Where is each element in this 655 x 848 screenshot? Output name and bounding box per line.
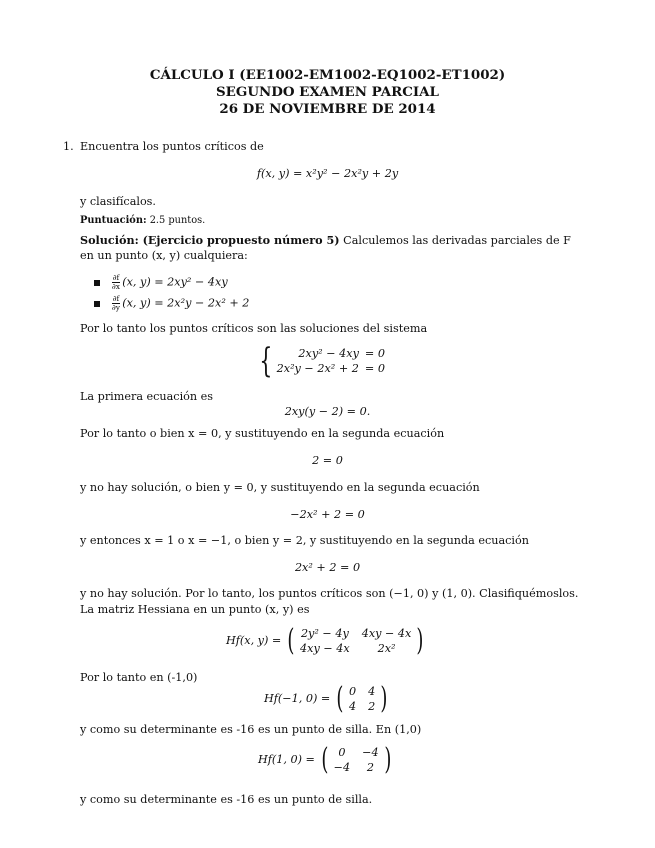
solution-intro	[80, 234, 571, 247]
hessian-m10-entry-21: 4	[349, 700, 357, 713]
hessian-entry-12: 4xy − 4x	[361, 626, 412, 640]
case-x0-text: Por lo tanto o bien x = 0, y sustituyendo en la segunda ecuación	[80, 427, 445, 440]
function-equation: f(x, y) = x²y² − 2x²y + 2y	[256, 167, 399, 180]
hessian-p10-entry-12: −4	[362, 745, 379, 759]
bullet-icon	[94, 280, 100, 286]
score-value: 2.5 puntos.	[146, 215, 206, 226]
left-paren: (	[321, 742, 329, 777]
title-exam: SEGUNDO EXAMEN PARCIAL	[216, 84, 439, 100]
system-eq2-lhs: 2x²y − 2x² + 2	[276, 361, 359, 375]
hessian-p10-entry-11: 0	[338, 745, 346, 759]
bullet-icon	[94, 301, 100, 307]
left-paren: (	[336, 681, 344, 716]
system-eq1-rhs: = 0	[364, 347, 385, 361]
problem-statement: Encuentra los puntos críticos de	[80, 140, 264, 153]
partial-y-fraction: $\frac{\partial f}{\partial y}$	[111, 294, 120, 312]
first-equation: 2xy(y − 2) = 0.	[284, 405, 371, 418]
score-line	[80, 215, 205, 227]
left-paren: (	[287, 623, 295, 658]
right-paren: )	[380, 681, 388, 716]
derivative-x-expression: (x, y) = 2xy² − 4xy	[122, 275, 228, 289]
derivative-y-expression: (x, y) = 2x²y − 2x² + 2	[122, 296, 250, 310]
equation-system	[255, 341, 385, 381]
case-x0-equation: 2 = 0	[312, 454, 343, 467]
solution-intro-text: Calculemos las derivadas parciales de F	[339, 234, 571, 247]
hessian-p10-entry-22: 2	[366, 761, 374, 774]
hessian-p10-label: Hf(1, 0) =	[258, 753, 315, 767]
hessian-m10-label: Hf(−1, 0) =	[264, 692, 331, 706]
classify-text: y clasifícalos.	[80, 195, 156, 208]
case-y0-equation: −2x² + 2 = 0	[290, 508, 365, 521]
system-intro: Por lo tanto los puntos críticos son las soluciones del sistema	[80, 322, 428, 335]
derivative-x-item	[94, 274, 228, 291]
system-eq1-lhs: 2xy² − 4xy	[298, 347, 359, 361]
first-equation-intro: La primera ecuación es	[80, 390, 214, 403]
hessian-general	[226, 623, 426, 658]
title-date: 26 DE NOVIEMBRE DE 2014	[219, 101, 436, 117]
case-y0-text: y no hay solución, o bien y = 0, y sustituyendo en la segunda ecuación	[80, 481, 480, 494]
hessian-at-minus-one	[264, 681, 390, 716]
determinant-text-1: y como su determinante es -16 es un punto de silla. En (1,0)	[80, 723, 422, 736]
left-brace: {	[259, 341, 273, 381]
right-paren: )	[416, 623, 424, 658]
determinant-text-2: y como su determinante es -16 es un punto de silla.	[80, 793, 373, 806]
hessian-m10-entry-11: 0	[349, 684, 357, 698]
hessian-p10-entry-21: −4	[333, 761, 351, 774]
problem-number: 1.	[63, 140, 74, 153]
solution-label: Solución: (Ejercicio propuesto número 5)	[80, 233, 340, 247]
right-paren: )	[383, 742, 391, 777]
hessian-intro: La matriz Hessiana en un punto (x, y) es	[80, 603, 310, 616]
hessian-at-one	[258, 742, 393, 777]
hessian-general-label: Hf(x, y) =	[226, 634, 282, 648]
title-course: CÁLCULO I (EE1002-EM1002-EQ1002-ET1002)	[149, 67, 506, 83]
score-label: Puntuación:	[80, 215, 147, 226]
system-eq2-rhs: = 0	[364, 361, 385, 375]
evaluate-at-minus-one: Por lo tanto en (-1,0)	[80, 671, 198, 684]
derivative-y-item	[94, 295, 249, 312]
hessian-m10-entry-22: 2	[368, 700, 376, 713]
hessian-entry-21: 4xy − 4x	[300, 642, 350, 655]
critical-points-conclusion: y no hay solución. Por lo tanto, los puntos críticos son (−1, 0) y (1, 0). Clasifiquémoslos.	[80, 587, 579, 600]
hessian-entry-22: 2x²	[377, 642, 396, 655]
solution-intro-2: en un punto (x, y) cualquiera:	[80, 249, 248, 262]
case-y2-equation: 2x² + 2 = 0	[294, 561, 361, 574]
hessian-entry-11: 2y² − 4y	[300, 626, 349, 640]
case-y2-text: y entonces x = 1 o x = −1, o bien y = 2, y sustituyendo en la segunda ecuación	[80, 534, 529, 547]
hessian-m10-entry-12: 4	[368, 684, 376, 698]
partial-x-fraction: $\frac{\partial f}{\partial x}$	[111, 273, 120, 291]
